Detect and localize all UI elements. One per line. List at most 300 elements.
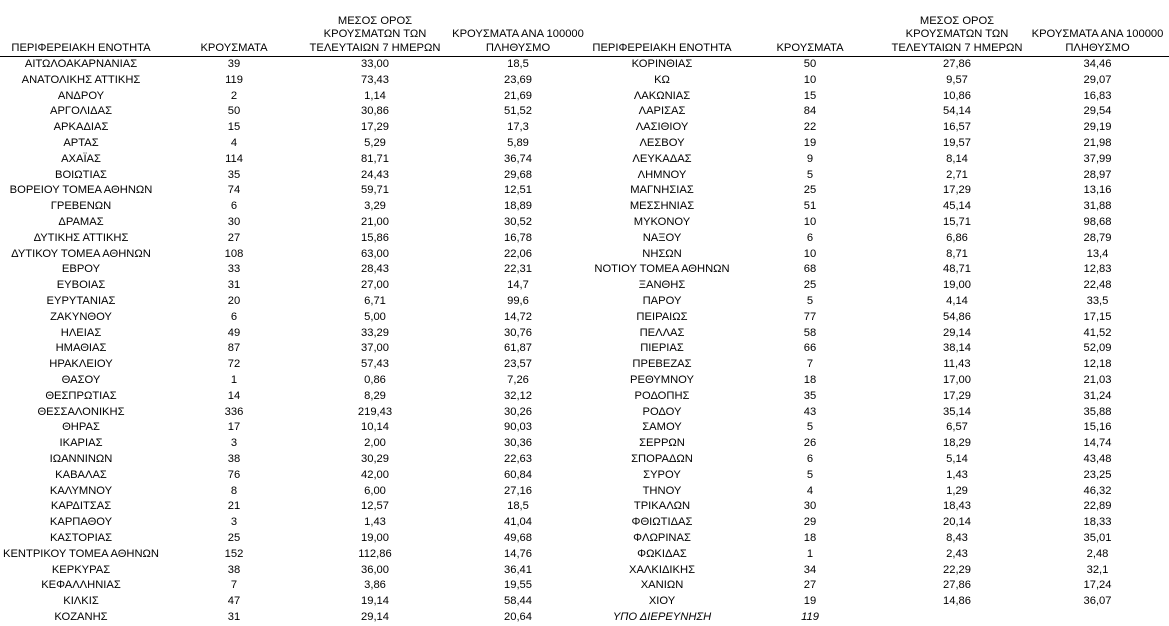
per-100k-cell: 98,68 [1083,215,1112,228]
cases-count-cell: 5 [806,468,814,481]
per-100k-cell: 2,48 [1086,547,1109,560]
cases-count-cell: 152 [224,547,244,560]
cases-count-cell: 50 [227,105,241,118]
region-name-cell: ΧΙΟΥ [648,595,676,608]
region-name-cell: ΠΕΙΡΑΙΩΣ [636,310,688,323]
region-name-cell: ΤΡΙΚΑΛΩΝ [633,500,691,513]
table-row [592,341,1169,357]
header-region: ΠΕΡΙΦΕΡΕΙΑΚΗ ΕΝΟΤΗΤΑ [592,41,732,54]
region-name-cell: ΛΑΣΙΘΙΟΥ [635,121,689,134]
cases-count-cell: 77 [803,310,817,323]
region-name-cell: ΚΑΣΤΟΡΙΑΣ [49,531,113,544]
per-100k-cell: 29,19 [1083,121,1112,134]
per-100k-cell: 31,24 [1083,389,1112,402]
header-avg-line: ΤΕΛΕΥΤΑΙΩΝ 7 ΗΜΕΡΩΝ [309,41,441,54]
table-row [592,152,1169,168]
right-table-body [592,57,1169,626]
region-name-cell: ΚΟΡΙΝΘΙΑΣ [631,58,693,70]
cases-count-cell: 68 [803,263,817,276]
cases-count-cell: 10 [803,73,817,86]
per-100k-cell: 21,03 [1083,373,1112,386]
cases-count-cell: 72 [227,358,241,371]
header-per100k-line: ΠΛΗΘΥΣΜΟ [485,41,551,54]
per-100k-cell: 30,26 [504,405,532,418]
table-row [592,120,1169,136]
table-row [0,294,592,310]
region-name-cell: ΗΡΑΚΛΕΙΟΥ [49,358,113,371]
table-row [0,215,592,231]
region-name-cell: ΦΛΩΡΙΝΑΣ [633,531,691,544]
cases-count-cell: 1 [806,547,814,560]
table-row [0,357,592,373]
per-100k-cell: 37,99 [1083,152,1112,165]
region-name-cell: ΛΕΣΒΟΥ [639,136,685,149]
table-row [592,499,1169,515]
table-row [592,547,1169,563]
region-name-cell: ΠΕΛΛΑΣ [639,326,685,339]
avg-7-days-cell: 19,00 [361,531,389,544]
region-name-cell: ΔΥΤΙΚΗΣ ΑΤΤΙΚΗΣ [33,231,129,244]
table-row [0,168,592,184]
per-100k-cell: 21,98 [1083,136,1112,149]
region-name-cell: ΦΘΙΩΤΙΔΑΣ [631,516,693,529]
cases-count-cell: 15 [803,89,817,102]
table-row [0,247,592,263]
table-row [0,341,592,357]
region-name-cell: ΑΝΔΡΟΥ [57,89,105,102]
avg-7-days-cell: 3,86 [364,579,386,592]
cases-count-cell: 35 [803,389,817,402]
avg-7-days-cell: 19,00 [943,279,971,292]
per-100k-cell: 32,1 [1086,563,1109,576]
avg-7-days-cell: 8,14 [946,152,968,165]
table-row [0,531,592,547]
cases-count-cell: 35 [227,168,241,181]
cases-count-cell: 21 [227,500,241,513]
avg-7-days-cell: 35,14 [943,405,971,418]
cases-count-cell: 4 [806,484,814,497]
avg-7-days-cell: 21,00 [361,215,389,228]
region-name-cell: ΚΩ [654,73,670,86]
table-row [0,152,592,168]
cases-count-cell: 38 [227,563,241,576]
table-row [592,610,1169,626]
table-row [0,278,592,294]
cases-count-cell: 29 [803,516,817,529]
region-name-cell: ΡΕΘΥΜΝΟΥ [630,373,694,386]
header-per100k-line: ΠΛΗΘΥΣΜΟ [1065,41,1130,54]
region-name-cell: ΛΗΜΝΟΥ [637,168,687,181]
region-name-cell: ΞΑΝΘΗΣ [638,279,686,292]
avg-7-days-cell: 63,00 [361,247,389,260]
per-100k-cell: 29,54 [1083,105,1112,118]
avg-7-days-cell: 8,29 [364,389,386,402]
per-100k-cell: 51,52 [504,105,532,118]
cases-count-cell: 17 [227,421,241,434]
table-row [592,136,1169,152]
avg-7-days-cell: 6,71 [364,294,386,307]
region-name-cell: ΚΕΦΑΛΛΗΝΙΑΣ [41,579,121,592]
per-100k-cell: 17,3 [507,121,529,134]
cases-count-cell: 15 [227,121,241,134]
avg-7-days-cell: 27,00 [361,279,389,292]
cases-count-cell: 49 [227,326,241,339]
cases-count-cell: 25 [803,279,817,292]
table-row [0,136,592,152]
avg-7-days-cell: 59,71 [361,184,389,197]
table-row [592,199,1169,215]
cases-count-cell: 4 [230,136,238,149]
per-100k-cell: 22,89 [1083,500,1112,513]
cases-table-right [592,0,1169,626]
header-cases: ΚΡΟΥΣΜΑΤΑ [776,41,844,54]
table-row [0,420,592,436]
avg-7-days-cell: 19,57 [943,136,971,149]
cases-count-cell: 10 [803,215,817,228]
header-per-100k [444,0,592,57]
header-avg-line: ΤΕΛΕΥΤΑΙΩΝ 7 ΗΜΕΡΩΝ [891,41,1023,54]
avg-7-days-cell: 73,43 [361,73,389,86]
region-name-cell: ΑΡΚΑΔΙΑΣ [53,121,109,134]
per-100k-cell: 43,48 [1083,452,1112,465]
avg-7-days-cell: 0,86 [364,373,386,386]
cases-count-cell: 6 [806,231,814,244]
region-name-cell: ΛΕΥΚΑΔΑΣ [632,152,692,165]
table-row [592,531,1169,547]
per-100k-cell: 19,55 [504,579,532,592]
avg-7-days-cell: 14,86 [943,595,971,608]
header-per-100k [1026,0,1169,57]
cases-count-cell: 114 [225,152,243,165]
cases-count-cell: 66 [803,342,817,355]
per-100k-cell: 14,76 [504,547,532,560]
avg-7-days-cell: 219,43 [357,405,393,418]
per-100k-cell: 22,31 [504,263,532,276]
avg-7-days-cell: 22,29 [943,563,971,576]
avg-7-days-cell: 37,00 [361,342,389,355]
avg-7-days-cell: 10,14 [361,421,389,434]
header-avg-line: ΜΕΣΟΣ ΟΡΟΣ [919,14,995,27]
region-name-cell: ΒΟΙΩΤΙΑΣ [55,168,107,181]
region-name-cell: ΝΟΤΙΟΥ ΤΟΜΕΑ ΑΘΗΝΩΝ [594,263,730,276]
avg-7-days-cell: 3,29 [364,200,386,213]
header-per100k-line: ΚΡΟΥΣΜΑΤΑ ΑΝΑ 100000 [452,28,584,40]
table-row [592,57,1169,73]
table-row [592,420,1169,436]
avg-7-days-cell: 33,29 [361,326,389,339]
cases-count-cell: 1 [230,373,238,386]
region-name-cell: ΑΝΑΤΟΛΙΚΗΣ ΑΤΤΙΚΗΣ [21,73,141,86]
avg-7-days-cell: 19,14 [361,595,389,608]
per-100k-cell: 32,12 [504,389,532,402]
avg-7-days-cell: 42,00 [361,468,389,481]
avg-7-days-cell: 1,43 [946,468,968,481]
cases-count-cell: 76 [227,468,241,481]
region-name-cell: ΑΧΑΪΑΣ [61,152,101,165]
per-100k-cell: 36,74 [504,152,532,165]
cases-count-cell: 19 [803,595,817,608]
cases-count-cell: 58 [803,326,817,339]
region-name-cell: ΙΩΑΝΝΙΝΩΝ [49,452,113,465]
table-row [0,183,592,199]
avg-7-days-cell: 24,43 [361,168,389,181]
per-100k-cell: 30,36 [504,437,532,450]
cases-count-cell: 87 [227,342,241,355]
avg-7-days-cell: 2,00 [364,437,386,450]
per-100k-cell: 14,72 [504,310,532,323]
per-100k-cell: 36,41 [504,563,532,576]
per-100k-cell: 23,25 [1083,468,1112,481]
avg-7-days-cell: 9,57 [946,73,968,86]
per-100k-cell: 18,5 [507,500,529,513]
per-100k-cell: 60,84 [504,468,532,481]
table-row [592,405,1169,421]
per-100k-cell: 23,57 [504,358,532,371]
table-row [0,262,592,278]
table-row [0,326,592,342]
cases-count-cell: 3 [230,437,238,450]
table-row [592,247,1169,263]
cases-count-cell: 7 [230,579,238,592]
cases-count-cell: 5 [806,168,814,181]
cases-count-cell: 5 [806,421,814,434]
region-name-cell: ΘΑΣΟΥ [61,373,101,386]
per-100k-cell: 22,63 [504,452,532,465]
avg-7-days-cell: 45,14 [943,200,971,213]
cases-count-cell: 74 [227,184,241,197]
table-row [0,310,592,326]
per-100k-cell: 21,69 [504,89,532,102]
header-avg-7-days [306,0,444,57]
avg-7-days-cell: 11,43 [943,358,971,371]
region-name-cell: ΓΡΕΒΕΝΩΝ [50,200,112,213]
table-row [0,499,592,515]
region-name-cell: ΗΛΕΙΑΣ [60,326,102,339]
header-row [0,0,592,57]
region-name-cell: ΘΕΣΠΡΩΤΙΑΣ [45,389,117,402]
header-avg-7-days [888,0,1026,57]
per-100k-cell: 17,15 [1083,310,1112,323]
avg-7-days-cell: 6,00 [364,484,386,497]
cases-count-cell: 10 [803,247,817,260]
table-row [0,578,592,594]
cases-count-cell: 43 [803,405,817,418]
header-avg-line: ΜΕΣΟΣ ΟΡΟΣ [337,14,413,27]
per-100k-cell: 17,24 [1083,579,1112,592]
table-row [0,452,592,468]
region-name-cell: ΕΥΡΥΤΑΝΙΑΣ [46,294,116,307]
per-100k-cell: 23,69 [504,73,532,86]
cases-count-cell: 38 [227,452,241,465]
region-name-cell: ΛΑΡΙΣΑΣ [638,105,686,118]
region-name-cell: ΛΑΚΩΝΙΑΣ [633,89,691,102]
avg-7-days-cell: 17,00 [943,373,971,386]
region-name-cell: ΔΡΑΜΑΣ [58,215,104,228]
cases-count-cell: 30 [227,215,241,228]
cases-count-cell: 119 [225,73,243,86]
cases-count-cell: 6 [230,310,238,323]
avg-7-days-cell: 15,71 [943,215,971,228]
cases-count-cell: 5 [806,294,814,307]
avg-7-days-cell: 8,71 [946,247,968,260]
table-row [592,73,1169,89]
cases-count-cell: 47 [227,595,241,608]
per-100k-cell: 12,18 [1083,358,1112,371]
cases-count-cell: 31 [227,279,241,292]
avg-7-days-cell: 4,14 [946,294,968,307]
region-name-cell: ΑΙΤΩΛΟΑΚΑΡΝΑΝΙΑΣ [24,58,138,70]
avg-7-days-cell: 20,14 [943,516,971,529]
per-100k-cell: 12,51 [504,184,532,197]
region-name-cell: ΝΑΞΟΥ [642,231,682,244]
table-row [592,468,1169,484]
region-name-cell: ΗΜΑΘΙΑΣ [55,342,107,355]
table-row [0,547,592,563]
avg-7-days-cell: 27,86 [943,579,971,592]
avg-7-days-cell: 29,14 [361,610,389,623]
table-row [592,89,1169,105]
per-100k-cell: 29,07 [1083,73,1112,86]
cases-count-cell: 14 [227,389,241,402]
header-per100k-line: ΚΡΟΥΣΜΑΤΑ ΑΝΑ 100000 [1031,28,1164,40]
region-name-cell: ΣΑΜΟΥ [642,421,682,434]
per-100k-cell: 99,6 [507,294,529,307]
per-100k-cell: 15,16 [1083,421,1112,434]
region-name-cell: ΧΑΛΚΙΔΙΚΗΣ [628,563,695,576]
region-name-cell: ΧΑΝΙΩΝ [640,579,684,592]
table-row [592,357,1169,373]
region-name-cell: ΕΥΒΟΙΑΣ [56,279,106,292]
region-name-cell: ΑΡΓΟΛΙΔΑΣ [49,105,113,118]
avg-7-days-cell: 6,57 [946,421,968,434]
per-100k-cell [1026,610,1169,626]
avg-7-days-cell: 81,71 [361,152,389,165]
region-name-cell: ΜΕΣΣΗΝΙΑΣ [629,200,695,213]
per-100k-cell: 16,78 [504,231,532,244]
region-name-cell: ΚΑΛΥΜΝΟΥ [49,484,113,497]
header-cases: ΚΡΟΥΣΜΑΤΑ [200,41,268,54]
avg-7-days-cell: 30,29 [361,452,389,465]
cases-count-cell: 31 [227,610,241,623]
avg-7-days-cell: 18,43 [943,500,971,513]
table-row [0,73,592,89]
per-100k-cell: 41,04 [504,516,532,529]
avg-7-days-cell: 36,00 [361,563,389,576]
cases-count-cell: 26 [803,437,817,450]
per-100k-cell: 7,26 [507,373,529,386]
header-avg-line: ΚΡΟΥΣΜΑΤΩΝ ΤΩΝ [905,28,1009,40]
avg-7-days-cell: 18,29 [943,437,971,450]
cases-count-cell: 84 [803,105,817,118]
table-row [0,436,592,452]
table-row [0,104,592,120]
region-name-cell: ΚΟΖΑΝΗΣ [54,610,108,623]
avg-7-days-cell: 54,14 [943,105,971,118]
per-100k-cell: 22,06 [504,247,532,260]
header-row [592,0,1169,57]
avg-7-days-cell: 1,43 [364,516,386,529]
region-name-cell: ΚΙΛΚΙΣ [63,595,99,608]
region-name-cell: ΚΕΝΤΡΙΚΟΥ ΤΟΜΕΑ ΑΘΗΝΩΝ [2,547,159,560]
avg-7-days-cell: 48,71 [943,263,971,276]
table-row [0,373,592,389]
table-row [592,104,1169,120]
avg-7-days-cell: 1,29 [946,484,968,497]
region-name-cell: ΕΒΡΟΥ [61,263,101,276]
table-row [0,484,592,500]
cases-count-cell: 6 [806,452,814,465]
table-row [592,294,1169,310]
cases-count-cell: 336 [224,405,244,418]
avg-7-days-cell: 15,86 [361,231,389,244]
avg-7-days-cell: 38,14 [943,342,971,355]
per-100k-cell: 34,46 [1083,58,1112,70]
region-name-cell: ΥΠΟ ΔΙΕΡΕΥΝΗΣΗ [612,610,712,623]
table-row [0,515,592,531]
table-row [592,215,1169,231]
per-100k-cell: 13,4 [1086,247,1109,260]
cases-count-cell: 18 [803,373,817,386]
cases-count-cell: 22 [803,121,817,134]
cases-count-cell: 6 [230,200,238,213]
table-row [0,468,592,484]
avg-7-days-cell: 17,29 [943,389,971,402]
region-name-cell: ΠΑΡΟΥ [642,294,682,307]
avg-7-days-cell: 16,57 [943,121,971,134]
table-row [0,389,592,405]
cases-count-cell: 2 [230,89,238,102]
region-name-cell: ΚΑΡΠΑΘΟΥ [49,516,113,529]
table-row [592,563,1169,579]
table-row [592,278,1169,294]
table-row [0,231,592,247]
cases-count-cell: 3 [230,516,238,529]
cases-count-cell: 39 [227,58,241,70]
table-row [0,594,592,610]
avg-7-days-cell: 112,86 [358,547,392,560]
region-name-cell: ΦΩΚΙΔΑΣ [637,547,687,560]
per-100k-cell: 41,52 [1083,326,1112,339]
avg-7-days-cell: 17,29 [361,121,389,134]
avg-7-days-cell: 8,43 [946,531,968,544]
region-name-cell: ΚΕΡΚΥΡΑΣ [51,563,111,576]
per-100k-cell: 18,5 [507,58,529,70]
region-name-cell: ΡΟΔΟΠΗΣ [634,389,690,402]
header-avg-line: ΚΡΟΥΣΜΑΤΩΝ ΤΩΝ [323,28,427,40]
avg-7-days-cell: 30,86 [361,105,389,118]
table-row [0,57,592,73]
per-100k-cell: 22,48 [1083,279,1112,292]
per-100k-cell: 14,74 [1083,437,1112,450]
cases-count-cell: 27 [227,231,241,244]
table-row [592,310,1169,326]
cases-count-cell: 33 [227,263,241,276]
avg-7-days-cell: 2,71 [946,168,968,181]
per-100k-cell: 31,88 [1083,200,1112,213]
per-100k-cell: 33,5 [1086,294,1109,307]
region-name-cell: ΝΗΣΩΝ [642,247,682,260]
table-row [0,120,592,136]
cases-count-cell: 19 [803,136,817,149]
cases-count-cell: 7 [806,358,814,371]
per-100k-cell: 30,76 [504,326,532,339]
region-name-cell: ΣΠΟΡΑΔΩΝ [631,452,693,465]
avg-7-days-cell [888,610,1026,626]
cases-count-cell: 9 [806,152,814,165]
per-100k-cell: 28,79 [1083,231,1112,244]
region-name-cell: ΤΗΝΟΥ [642,484,682,497]
region-name-cell: ΚΑΡΔΙΤΣΑΣ [50,500,112,513]
